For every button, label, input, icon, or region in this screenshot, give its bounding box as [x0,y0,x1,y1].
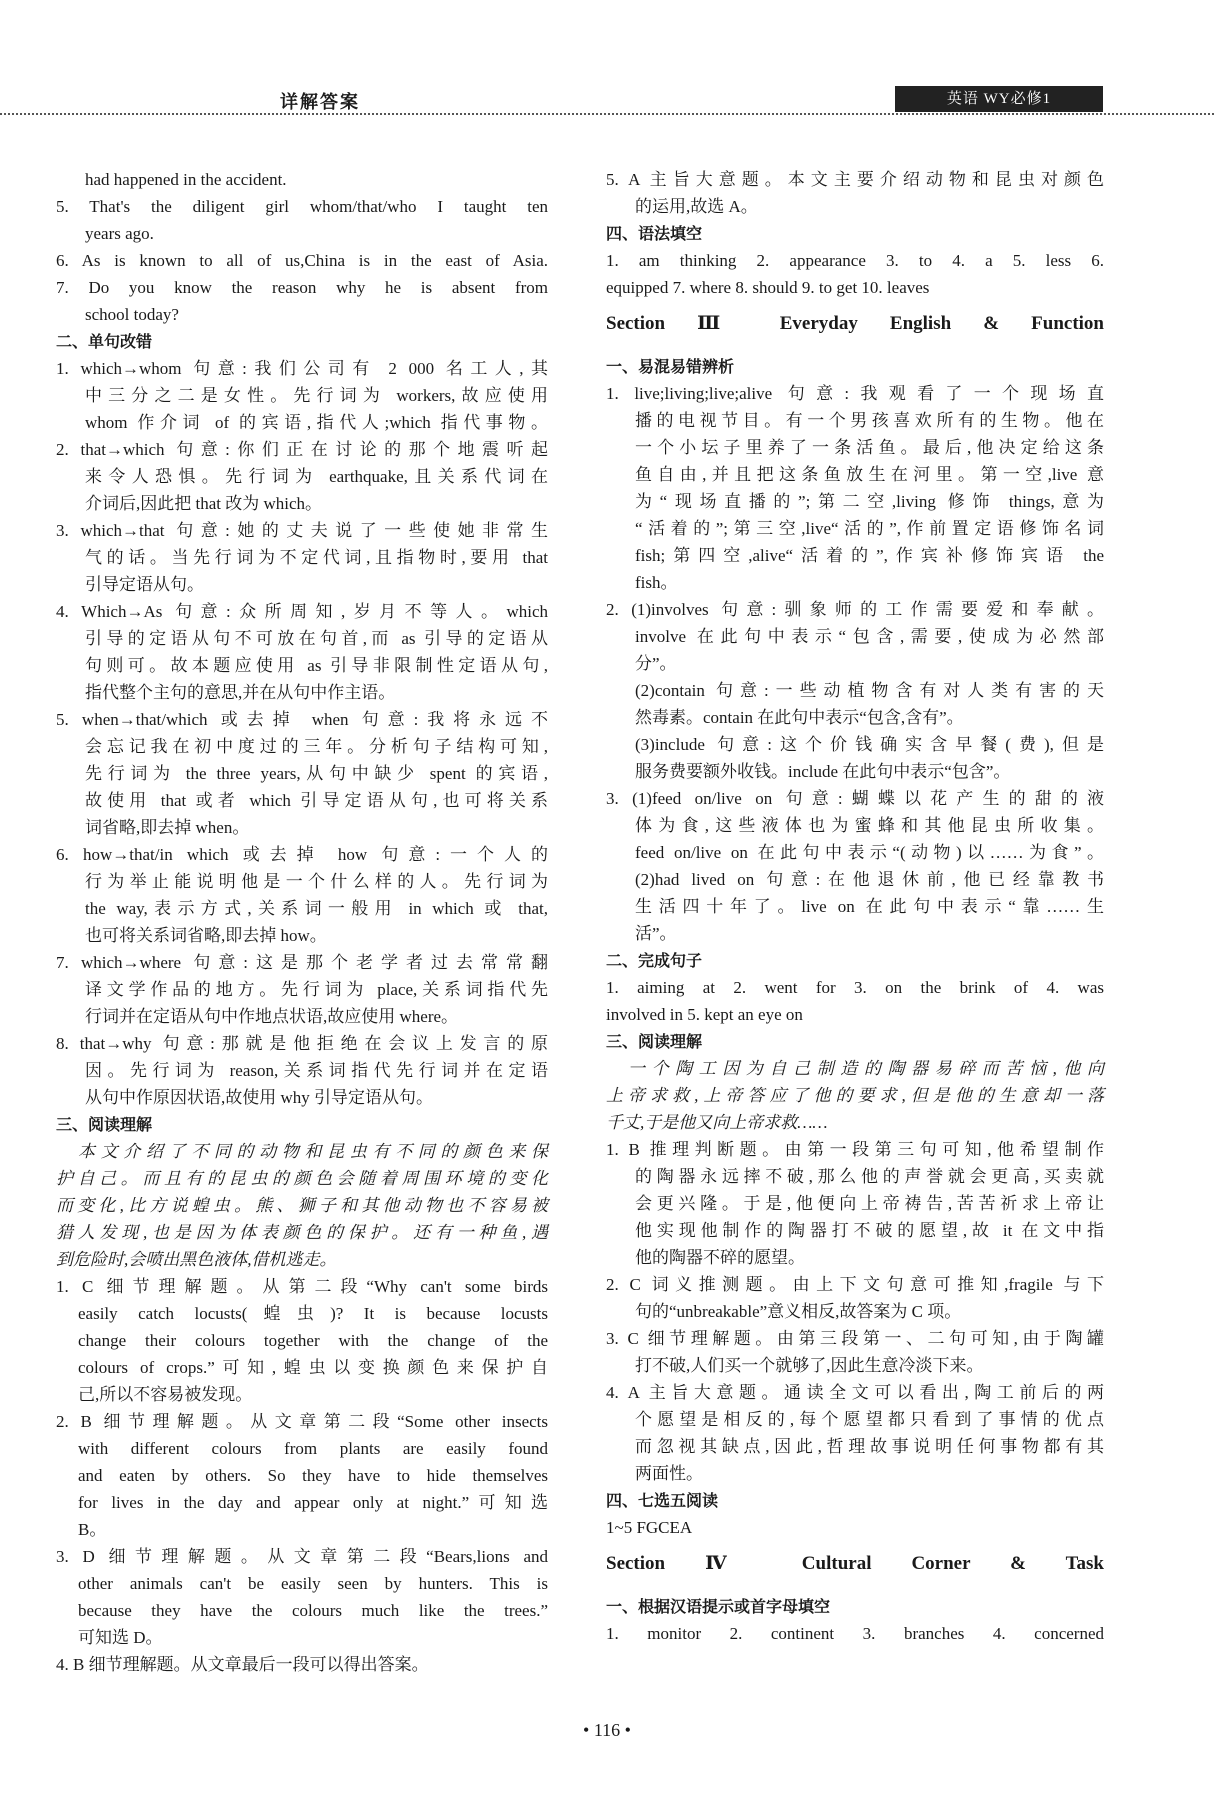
text-line: 句的“unbreakable”意义相反,故答案为 C 项。 [635,1302,962,1321]
text-line: 故使用 that 或者 which 引导定语从句,也可将关系 [85,791,548,810]
text-line: 气的话。当先行词为不定代词,且指物时,要用 that [85,548,548,567]
text-line: 行为举止能说明他是一个什么样的人。先行词为 [85,872,548,891]
text-line: feed on/live on 在此句中表示“(动物)以……为食”。 [635,843,1104,862]
text-line: 一个陶工因为自己制造的陶器易碎而苦恼,他向 [628,1059,1104,1078]
text-line: 1. B 推理判断题。由第一段第三句可知,他希望制作 [606,1140,1104,1159]
text-line: 因。先行词为 reason,关系词指代先行词并在定语 [85,1061,548,1080]
right-column [606,166,1104,1647]
text-line: and eaten by others. So they have to hide themselves [78,1466,548,1485]
text-line: other animals can't be easily seen by hunters. This is [78,1574,548,1593]
subsection-heading: 一、易混易错辨析 [606,357,735,376]
text-line: 1. which→whom 句意:我们公司有 2 000 名工人,其 [56,359,548,378]
text-line: 的陶器永远摔不破,那么他的声誉就会更高,买卖就 [635,1167,1104,1186]
text-line: (2)contain 句意:一些动植物含有对人类有害的天 [635,681,1104,700]
text-line: 服务费要额外收钱。include 在此句中表示“包含”。 [635,762,1011,781]
text-line: fish。 [635,573,678,592]
text-line: 6. As is known to all of us,China is in the east of Asia. [56,251,548,270]
text-line: easily catch locusts(蝗虫)? It is because locusts [78,1304,548,1323]
text-line: 而变化,比方说蝗虫。熊、狮子和其他动物也不容易被 [56,1196,548,1215]
text-line: 的运用,故选 A。 [635,197,758,216]
text-line: 为“现场直播的”;第二空,living 修饰 things,意为 [635,492,1104,511]
text-line: 会更兴隆。于是,他便向上帝祷告,苦苦祈求上帝让 [635,1194,1104,1213]
text-line: years ago. [85,224,154,243]
text-line: 己,所以不容易被发现。 [78,1385,253,1404]
text-line: 体为食,这些液体也为蜜蜂和其他昆虫所收集。 [635,816,1104,835]
section-heading: Section Ⅳ Cultural Corner & Task [606,1553,1104,1574]
text-line: change their colours together with the change of the [78,1331,548,1350]
text-line: school today? [85,305,179,324]
text-line: 3. (1)feed on/live on 句意:蝴蝶以花产生的甜的液 [606,789,1104,808]
text-line: 引导定语从句。 [85,575,204,594]
text-line: 1. monitor 2. continent 3. branches 4. concerned [606,1624,1104,1643]
text-line: 个愿望是相反的,每个愿望都只看到了事情的优点 [635,1410,1104,1429]
text-line: 护自己。而且有的昆虫的颜色会随着周围环境的变化 [56,1169,548,1188]
subsection-heading: 四、七选五阅读 [606,1491,719,1510]
text-line: 从句中作原因状语,故使用 why 引导定语从句。 [85,1088,434,1107]
section-heading: Section Ⅲ Everyday English & Function [606,313,1104,334]
subsection-heading: 四、语法填空 [606,224,703,243]
text-line: with different colours from plants are easily found [78,1439,548,1458]
subsection-heading: 三、阅读理解 [606,1032,703,1051]
text-line: 千丈,于是他又向上帝求救…… [606,1113,828,1132]
text-line: 分”。 [635,654,677,673]
text-line: 6. how→that/in which 或去掉 how 句意:一个人的 [56,845,548,864]
text-line: 1. live;living;live;alive 句意:我观看了一个现场直 [606,384,1104,403]
text-line: 4. Which→As 句意:众所周知,岁月不等人。which [56,602,548,621]
text-line: 本文介绍了不同的动物和昆虫有不同的颜色来保 [78,1142,548,1161]
text-line: “活着的”;第三空,live“活的”,作前置定语修饰名词 [635,519,1104,538]
text-line: equipped 7. where 8. should 9. to get 10. leaves [606,278,930,297]
text-line: 句则可。故本题应使用 as 引导非限制性定语从句, [85,656,548,675]
subsection-heading: 二、完成句子 [606,951,703,970]
left-column [56,166,548,1678]
text-line: 而忽视其缺点,因此,哲理故事说明任何事物都有其 [635,1437,1104,1456]
text-line: 1. C 细节理解题。从第二段“Why can't some birds [56,1277,548,1296]
text-line: 来令人恐惧。先行词为 earthquake,且关系代词在 [85,467,548,486]
text-line: 他实现他制作的陶器打不破的愿望,故 it 在文中指 [635,1221,1104,1240]
text-line: 3. which→that 句意:她的丈夫说了一些使她非常生 [56,521,548,540]
text-line: 播的电视节目。有一个男孩喜欢所有的生物。他在 [635,411,1104,430]
text-line: 可知选 D。 [78,1628,163,1647]
header-subject-tag: 英语 WY必修1 [895,86,1103,112]
text-line: 上帝求救,上帝答应了他的要求,但是他的生意却一落 [606,1086,1104,1105]
page-number: • 116 • [583,1720,631,1740]
page-header [0,0,1214,118]
text-line: 猎人发现,也是因为体表颜色的保护。还有一种鱼,遇 [56,1223,548,1242]
text-line: 1~5 FGCEA [606,1518,693,1537]
text-line: 中三分之二是女性。先行词为 workers,故应使用 [85,386,548,405]
text-line: (2)had lived on 句意:在他退休前,他已经靠教书 [635,870,1104,889]
text-line: 3. C 细节理解题。由第三段第一、二句可知,由于陶罐 [606,1329,1104,1348]
text-line: 生活四十年了。live on 在此句中表示“靠……生 [635,897,1104,916]
text-line: 3. D 细节理解题。从文章第二段“Bears,lions and [56,1547,548,1566]
text-line: 鱼自由,并且把这条鱼放生在河里。第一空,live 意 [635,465,1104,484]
text-line: 引导的定语从句不可放在句首,而 as 引导的定语从 [85,629,548,648]
text-line: 一个小坛子里养了一条活鱼。最后,他决定给这条 [635,438,1104,457]
text-line: 会忘记我在初中度过的三年。分析句子结构可知, [85,737,548,756]
text-line: fish;第四空,alive“活着的”,作宾补修饰宾语 the [635,546,1104,565]
text-line: B。 [78,1520,107,1539]
text-line: 5. A 主旨大意题。本文主要介绍动物和昆虫对颜色 [606,170,1104,189]
text-line: 1. am thinking 2. appearance 3. to 4. a 5. less 6. [606,251,1104,270]
text-line: 2. (1)involves 句意:驯象师的工作需要爱和奉献。 [606,600,1104,619]
text-line: 词省略,即去掉 when。 [85,818,250,837]
text-line: 然毒素。contain 在此句中表示“包含,含有”。 [635,708,964,727]
text-line: 介词后,因此把 that 改为 which。 [85,494,323,513]
text-line: 他的陶器不碎的愿望。 [635,1248,805,1267]
subsection-heading: 二、单句改错 [56,332,153,351]
text-line: 7. which→where 句意:这是那个老学者过去常常翻 [56,953,548,972]
text-line: 也可将关系词省略,即去掉 how。 [85,926,327,945]
text-line: had happened in the accident. [85,170,287,189]
text-line: 指代整个主句的意思,并在从句中作主语。 [85,683,396,702]
text-line: 5. That's the diligent girl whom/that/who I taught ten [56,197,548,216]
subsection-heading: 三、阅读理解 [56,1115,153,1134]
text-line: colours of crops.”可知,蝗虫以变换颜色来保护自 [78,1358,548,1377]
text-line: 活”。 [635,924,677,943]
subsection-heading: 一、根据汉语提示或首字母填空 [606,1597,831,1616]
text-line: 7. Do you know the reason why he is absent from [56,278,548,297]
text-line: (3)include 句意:这个价钱确实含早餐(费),但是 [635,735,1104,754]
text-line: 两面性。 [635,1464,703,1483]
text-line: 2. C 词义推测题。由上下文句意可推知,fragile 与下 [606,1275,1104,1294]
text-line: 5. when→that/which 或去掉 when 句意:我将永远不 [56,710,548,729]
text-line: 8. that→why 句意:那就是他拒绝在会议上发言的原 [56,1034,548,1053]
text-line: the way,表示方式,关系词一般用 in which 或 that, [85,899,548,918]
text-line: involved in 5. kept an eye on [606,1005,803,1024]
text-line: 2. B 细节理解题。从文章第二段“Some other insects [56,1412,548,1431]
text-line: involve 在此句中表示“包含,需要,使成为必然部 [635,627,1104,646]
text-line: 4. B 细节理解题。从文章最后一段可以得出答案。 [56,1655,429,1674]
text-line: 打不破,人们买一个就够了,因此生意冷淡下来。 [635,1356,984,1375]
text-line: 译文学作品的地方。先行词为 place,关系词指代先 [85,980,548,999]
text-line: 到危险时,会喷出黑色液体,借机逃走。 [56,1250,337,1269]
header-title: 详解答案 [280,92,360,113]
text-line: 先行词为 the three years,从句中缺少 spent 的宾语, [85,764,548,783]
text-line: whom 作介词 of 的宾语,指代人;which 指代事物。 [85,413,548,432]
text-line: for lives in the day and appear only at night.”可知选 [78,1493,548,1512]
text-line: 1. aiming at 2. went for 3. on the brink of 4. was [606,978,1104,997]
text-line: because they have the colours much like the trees.” [78,1601,548,1620]
text-line: 行词并在定语从句中作地点状语,故应使用 where。 [85,1007,459,1026]
header-divider [0,113,1214,115]
text-line: 2. that→which 句意:你们正在讨论的那个地震听起 [56,440,548,459]
text-line: 4. A 主旨大意题。通读全文可以看出,陶工前后的两 [606,1383,1104,1402]
